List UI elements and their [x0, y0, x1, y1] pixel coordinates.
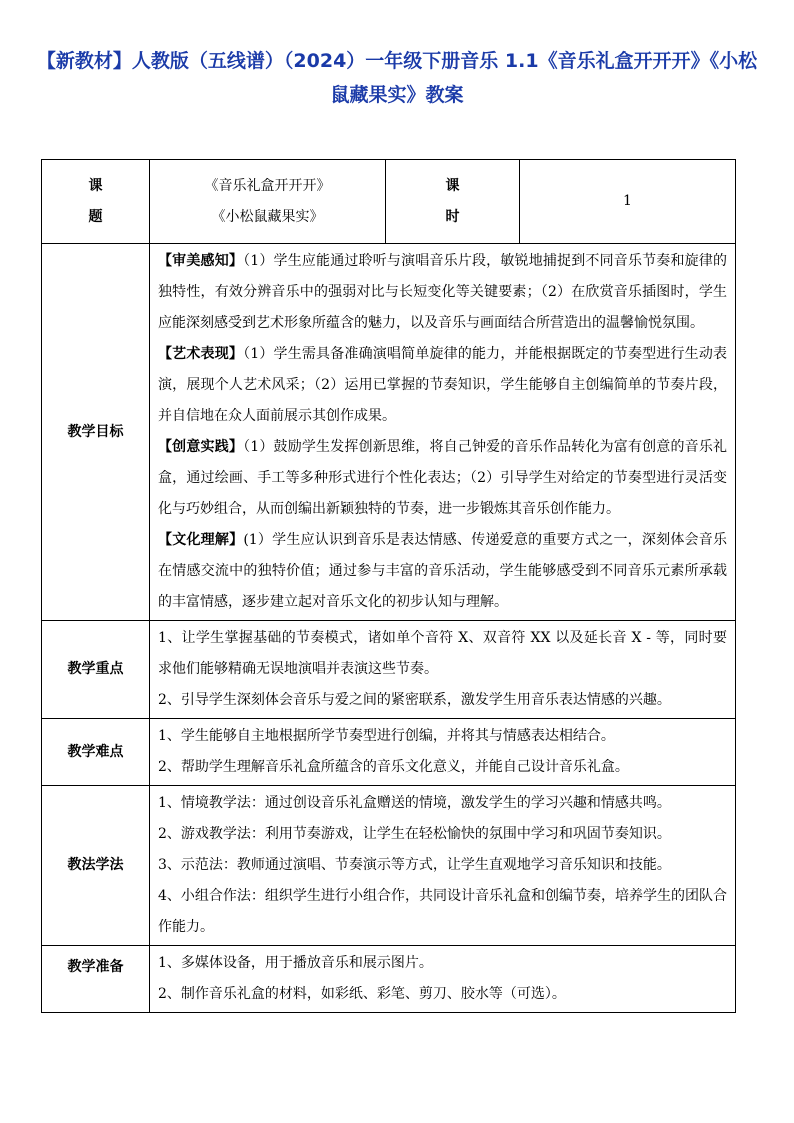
topic-line-1: 《音乐礼盒开开开》	[204, 177, 331, 194]
objective-tag: 【艺术表现】	[158, 346, 244, 362]
topic-line-2: 《小松鼠藏果实》	[211, 208, 324, 225]
list-item: 3、示范法：教师通过演唱、节奏演示等方式，让学生直观地学习音乐知识和技能。	[158, 857, 671, 873]
topic-value	[150, 160, 386, 244]
key-points-content	[150, 621, 736, 719]
difficulties-content	[150, 719, 736, 786]
row-key-points	[42, 621, 736, 719]
preparation-label: 教学准备	[42, 946, 150, 1013]
list-item: 2、引导学生深刻体会音乐与爱之间的紧密联系，激发学生用音乐表达情感的兴趣。	[158, 692, 671, 708]
objective-paragraph	[158, 432, 727, 525]
objective-tag: 【审美感知】	[158, 253, 244, 269]
objective-tag: 【创意实践】	[158, 439, 244, 455]
objective-text: （1）鼓励学生发挥创新思维，将自己钟爱的音乐作品转化为富有创意的音乐礼盒，通过绘画、手工等多种形式进行个性化表达；（2）引导学生对给定的节奏型进行灵活变化与巧妙组合，从而创编出新颖独特的节奏，进一步锻炼其音乐创作能力。	[158, 439, 728, 517]
row-objectives	[42, 244, 736, 621]
list-item: 1、多媒体设备，用于播放音乐和展示图片。	[158, 955, 433, 971]
list-item: 1、学生能够自主地根据所学节奏型进行创编，并将其与情感表达相结合。	[158, 728, 615, 744]
lesson-plan-table	[41, 159, 736, 1013]
objective-paragraph	[158, 246, 727, 339]
objectives-label: 教学目标	[42, 244, 150, 621]
objectives-content	[150, 244, 736, 621]
hours-label: 课 时	[386, 160, 520, 244]
row-preparation	[42, 946, 736, 1013]
hours-value: 1	[520, 160, 736, 244]
list-item: 2、帮助学生理解音乐礼盒所蕴含的音乐文化意义，并能自己设计音乐礼盒。	[158, 759, 629, 775]
objective-text: (1）学生应认识到音乐是表达情感、传递爱意的重要方式之一，深刻体会音乐在情感交流中的独特价值；通过参与丰富的音乐活动，学生能够感受到不同音乐元素所承载的丰富情感，逐步建立起对音乐文化的初步认知与理解。	[158, 532, 727, 610]
objective-text: （1）学生需具备准确演唱简单旋律的能力，并能根据既定的节奏型进行生动表演，展现个人艺术风采；（2）运用已掌握的节奏知识，学生能够自主创编简单的节奏片段，并自信地在众人面前展示其创作成果。	[158, 346, 728, 424]
row-topic	[42, 160, 736, 244]
topic-label: 课 题	[42, 160, 150, 244]
list-item: 2、游戏教学法：利用节奏游戏，让学生在轻松愉快的氛围中学习和巩固节奏知识。	[158, 826, 671, 842]
list-item: 4、小组合作法：组织学生进行小组合作，共同设计音乐礼盒和创编节奏，培养学生的团队合作能力。	[158, 888, 727, 935]
difficulties-label: 教学难点	[42, 719, 150, 786]
preparation-content	[150, 946, 736, 1013]
list-item: 1、让学生掌握基础的节奏模式，诸如单个音符 X、双音符 XX 以及延长音 X - 等，同时要求他们能够精确无误地演唱并表演这些节奏。	[158, 630, 727, 677]
methods-content	[150, 786, 736, 946]
methods-label: 教法学法	[42, 786, 150, 946]
objective-paragraph	[158, 339, 727, 432]
row-methods	[42, 786, 736, 946]
row-difficulties	[42, 719, 736, 786]
document-title: 【新教材】人教版（五线谱）（2024）一年级下册音乐 1.1《音乐礼盒开开开》《小松鼠藏果实》教案	[36, 50, 758, 106]
objective-text: （1）学生应能通过聆听与演唱音乐片段，敏锐地捕捉到不同音乐节奏和旋律的独特性，有效分辨音乐中的强弱对比与长短变化等关键要素；（2）在欣赏音乐插图时，学生应能深刻感受到艺术形象所蕴含的魅力，以及音乐与画面结合所营造出的温馨愉悦氛围。	[158, 253, 728, 331]
list-item: 1、情境教学法：通过创设音乐礼盒赠送的情境，激发学生的学习兴趣和情感共鸣。	[158, 795, 671, 811]
key-points-label: 教学重点	[42, 621, 150, 719]
objective-tag: 【文化理解】	[158, 532, 244, 548]
objective-paragraph	[158, 525, 727, 618]
list-item: 2、制作音乐礼盒的材料，如彩纸、彩笔、剪刀、胶水等（可选）。	[158, 986, 566, 1002]
